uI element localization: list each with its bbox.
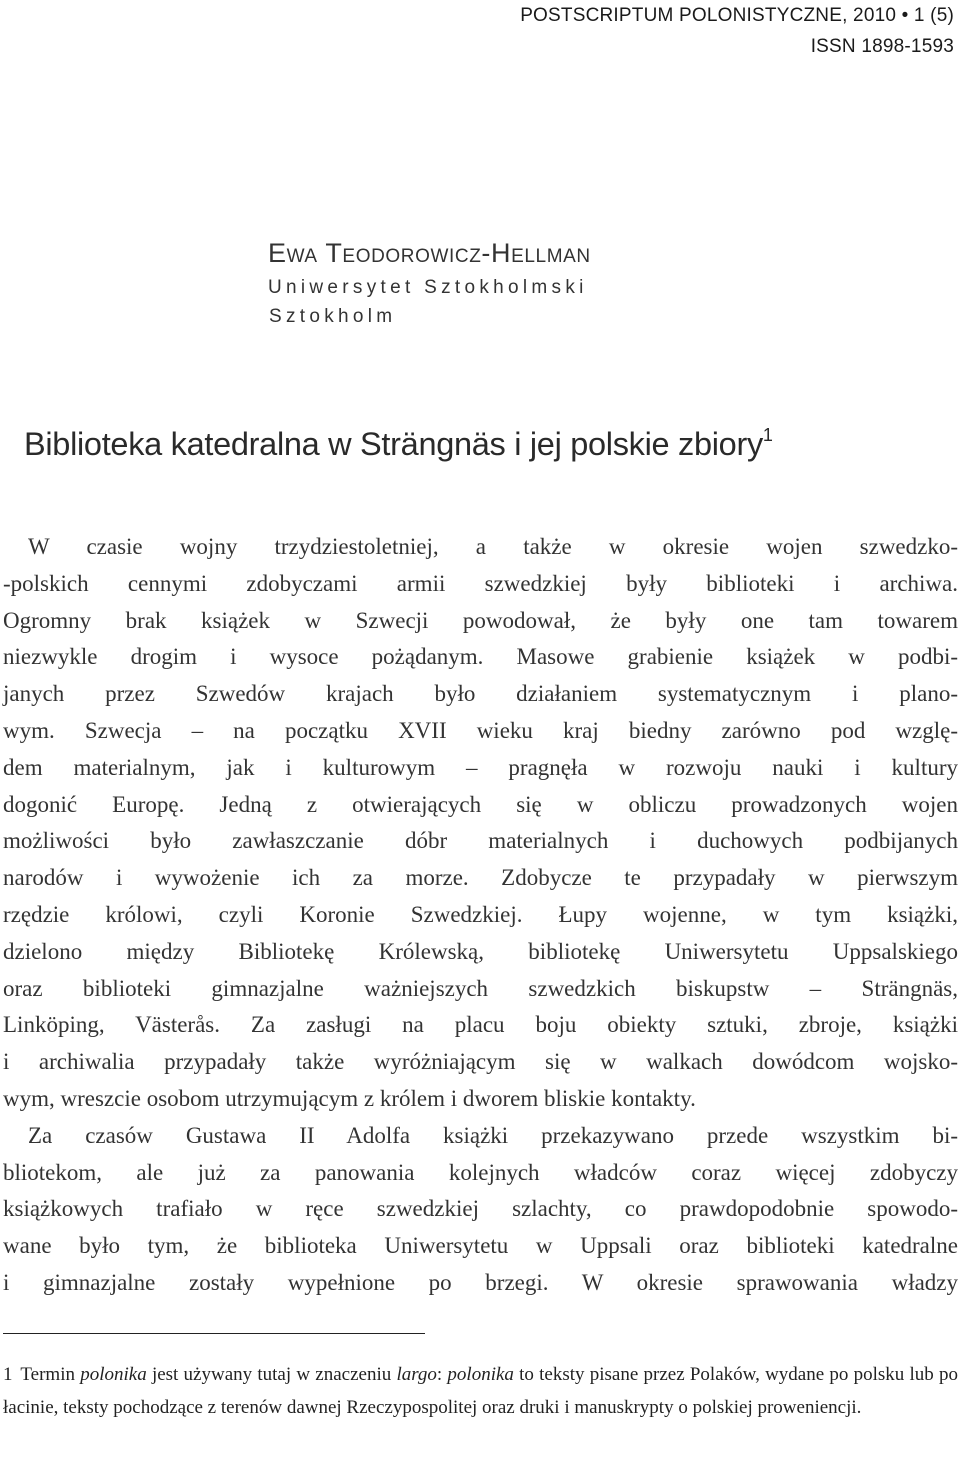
body-line: dzielono między Bibliotekę Królewską, bibliotekę Uniwersytetu Uppsalskiego <box>3 938 958 964</box>
journal-header <box>520 0 954 62</box>
body-line: Za czasów Gustawa II Adolfa książki przekazywano przede wszystkim bi- <box>28 1122 958 1148</box>
body-line: książkowych trafiało w ręce szwedzkiej szlachty, co prawdopodobnie spowodo- <box>3 1196 958 1222</box>
footnote-segment: Termin <box>20 1364 75 1385</box>
author-university: Uniwersytet Sztokholmski <box>268 277 588 298</box>
footnote-segment: : <box>436 1364 443 1385</box>
footnote <box>3 1358 958 1424</box>
body-line: niezwykle drogim i wysoce pożądanym. Masowe grabienie książek w podbi- <box>3 644 958 670</box>
body-line: W czasie wojny trzydziestoletniej, a także w okresie wojen szwedzko- <box>28 534 958 559</box>
body-line: wane było tym, że biblioteka Uniwersytetu w Uppsali oraz biblioteki katedralne <box>3 1233 958 1259</box>
article-title-line <box>24 409 773 470</box>
author-name: Ewa Teodorowicz-Hellman <box>268 238 591 268</box>
journal-line: POSTSCRIPTUM POLONISTYCZNE, 2010 • 1 (5) <box>520 5 954 26</box>
footnote-segment: jest używany tutaj w znaczeniu <box>151 1364 392 1385</box>
body-line: bliotekom, ale już za panowania kolejnych władców coraz więcej zdobyczy <box>3 1159 958 1185</box>
body-line: dogonić Europę. Jedną z otwierających się w obliczu prowadzonych wojen <box>3 791 958 817</box>
footnote-number: 1 <box>3 1364 13 1385</box>
body-line: Ogromny brak książek w Szwecji powodował, że były one tam towarem <box>3 607 958 633</box>
article-title: Biblioteka katedralna w Strängnäs i jej polskie zbiory <box>24 426 763 462</box>
issn: ISSN 1898-1593 <box>810 36 954 57</box>
body-line: wym. Szwecja – na początku XVII wieku kraj biedny zarówno pod wzglę- <box>3 717 958 743</box>
footnote-term: polonika <box>80 1364 147 1385</box>
author-city: Sztokholm <box>269 306 397 327</box>
body-line: -polskich cennymi zdobyczami armii szwedzkiej były biblioteki i archiwa. <box>3 570 958 596</box>
author-block <box>268 233 591 331</box>
body-line: wym, wreszcie osobom utrzymującym z królem i dworem bliskie kontakty. <box>3 1085 696 1111</box>
body-line: narodów i wywożenie ich za morze. Zdobycze te przypadały w pierwszym <box>3 865 958 891</box>
body-line: możliwości było zawłaszczanie dóbr materialnych i duchowych podbijanych <box>3 828 958 854</box>
body-line: i archiwalia przypadały także wyróżniającym się w walkach dowódcom wojsko- <box>3 1049 958 1075</box>
body-line: rzędzie królowi, czyli Koronie Szwedzkiej. Łupy wojenne, w tym książki, <box>3 901 958 927</box>
body-line: oraz biblioteki gimnazjalne ważniejszych szwedzkich biskupstw – Strängnäs, <box>3 975 958 1001</box>
footnote-term: largo <box>396 1364 437 1385</box>
body-text <box>3 529 958 1302</box>
footnote-term: polonika <box>447 1364 514 1385</box>
body-line: janych przez Szwedów krajach było działaniem systematycznym i plano- <box>3 681 958 707</box>
footnote-separator <box>3 1333 425 1334</box>
footnote-text <box>3 1358 958 1424</box>
body-line: dem materialnym, jak i kulturowym – pragnęła w rozwoju nauki i kultury <box>3 754 958 780</box>
body-line: Linköping, Västerås. Za zasługi na placu boju obiekty sztuki, zbroje, książki <box>3 1012 958 1038</box>
title-footnote-marker: 1 <box>762 425 773 445</box>
footnote-segment: to teksty pisane przez Polaków, wydane po polsku lub po łacinie, teksty pochodzące z terenów dawnej Rzeczypospolitej oraz druki i manuskrypty o polskiej proweniencji. <box>3 1364 958 1418</box>
body-line: i gimnazjalne zostały wypełnione po brzegi. W okresie sprawowania władzy <box>3 1269 958 1295</box>
